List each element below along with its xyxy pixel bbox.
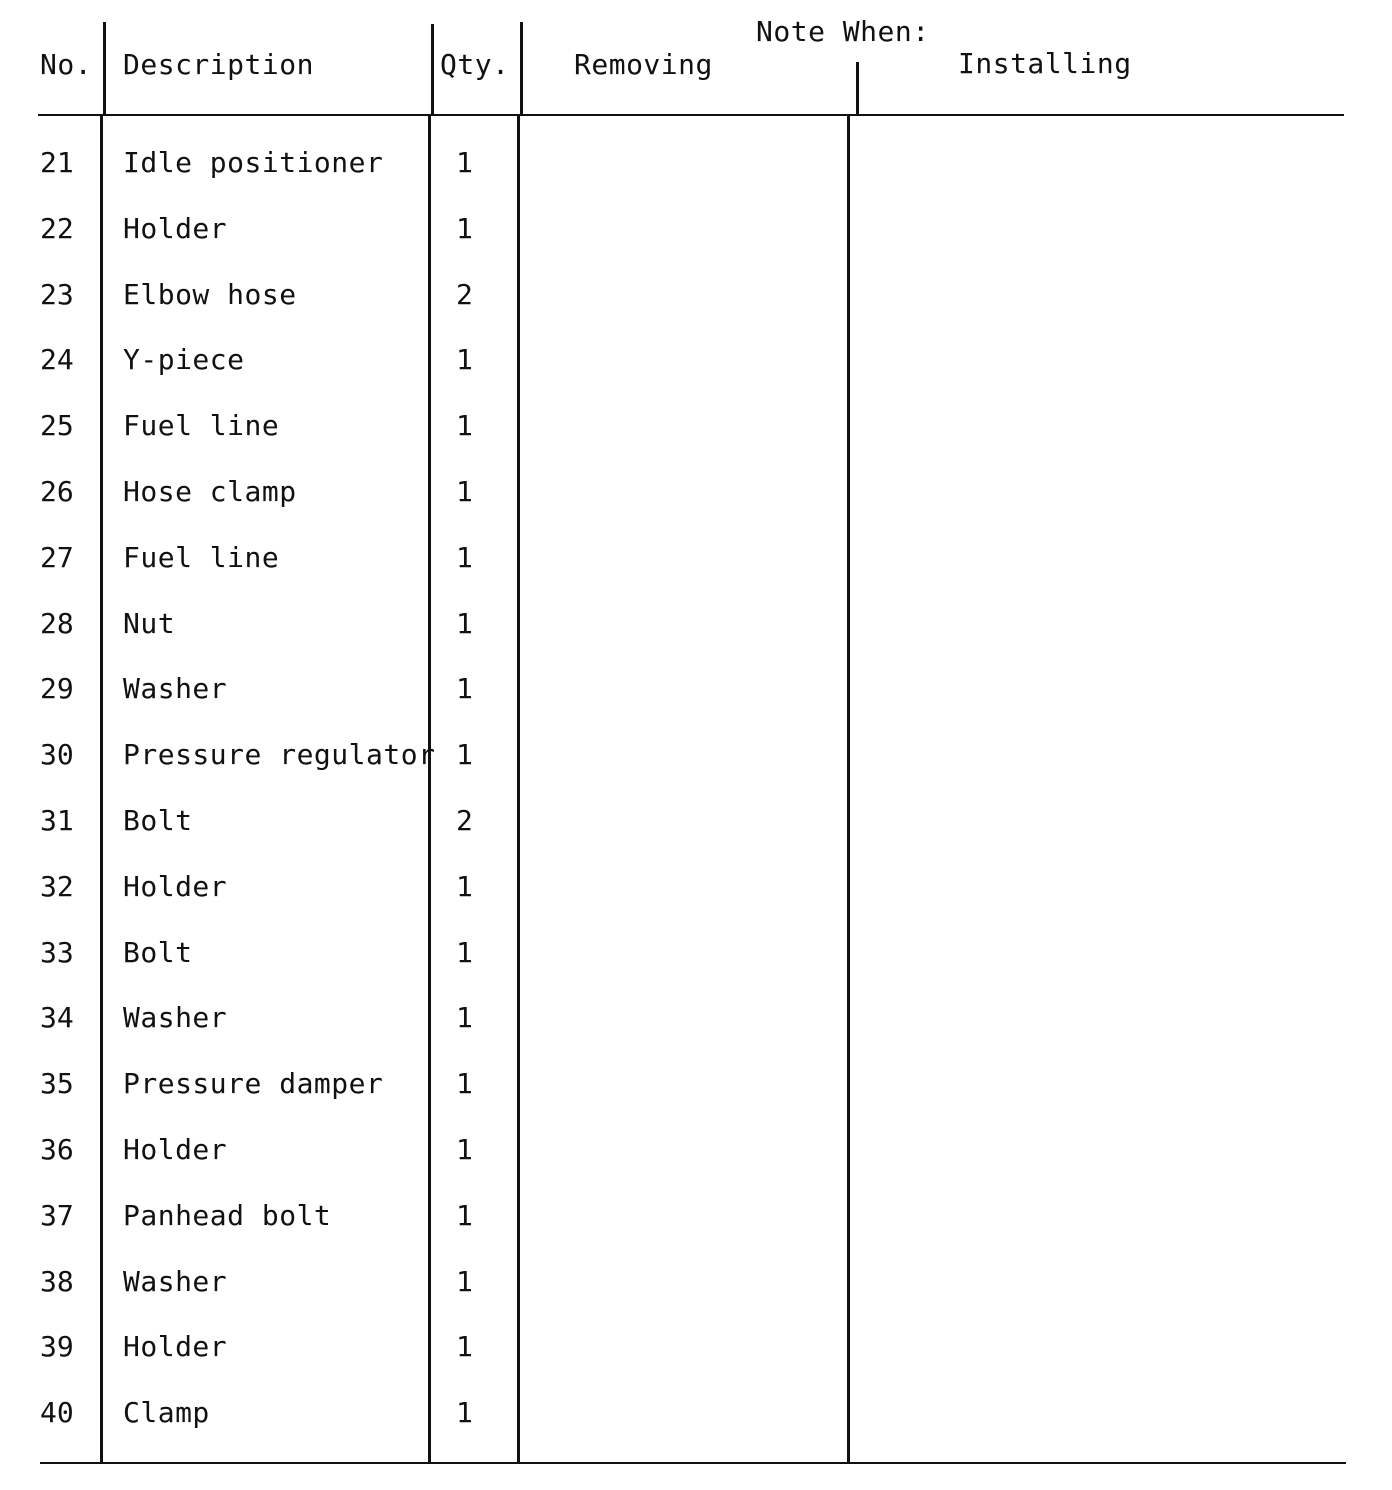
- row-quantity: 1: [456, 212, 473, 245]
- row-description: Bolt: [123, 936, 193, 969]
- row-description: Fuel line: [123, 409, 280, 442]
- row-number: 36: [40, 1133, 74, 1166]
- row-quantity: 1: [456, 409, 473, 442]
- row-number: 32: [40, 870, 74, 903]
- row-description: Bolt: [123, 804, 193, 837]
- row-description: Idle positioner: [123, 146, 384, 179]
- row-description: Holder: [123, 212, 228, 245]
- row-quantity: 1: [456, 607, 473, 640]
- row-description: Pressure regulator: [123, 738, 436, 771]
- row-description: Washer: [123, 1001, 228, 1034]
- table-row: [0, 1199, 1392, 1265]
- row-description: Clamp: [123, 1396, 210, 1429]
- row-description: Nut: [123, 607, 176, 640]
- row-description: Hose clamp: [123, 475, 297, 508]
- table-row: [0, 409, 1392, 475]
- row-quantity: 1: [456, 1330, 473, 1363]
- divider-desc-qty-top: [431, 24, 434, 115]
- header-description: Description: [123, 48, 314, 81]
- row-quantity: 1: [456, 343, 473, 376]
- table-row: [0, 212, 1392, 278]
- row-number: 31: [40, 804, 74, 837]
- row-quantity: 1: [456, 1199, 473, 1232]
- row-description: Holder: [123, 870, 228, 903]
- divider-removing-installing-top: [856, 62, 859, 115]
- row-quantity: 1: [456, 1133, 473, 1166]
- row-number: 35: [40, 1067, 74, 1100]
- row-description: Fuel line: [123, 541, 280, 574]
- table-row: [0, 146, 1392, 212]
- table-row: [0, 870, 1392, 936]
- row-quantity: 1: [456, 870, 473, 903]
- row-quantity: 2: [456, 278, 473, 311]
- row-number: 30: [40, 738, 74, 771]
- table-row: [0, 804, 1392, 870]
- row-quantity: 1: [456, 738, 473, 771]
- row-quantity: 1: [456, 936, 473, 969]
- row-number: 33: [40, 936, 74, 969]
- row-quantity: 1: [456, 672, 473, 705]
- header-qty: Qty.: [440, 48, 510, 81]
- row-description: Pressure damper: [123, 1067, 384, 1100]
- row-description: Elbow hose: [123, 278, 297, 311]
- divider-no-desc-top: [103, 22, 106, 115]
- row-quantity: 1: [456, 146, 473, 179]
- row-number: 38: [40, 1265, 74, 1298]
- table-row: [0, 1396, 1392, 1462]
- table-row: [0, 1133, 1392, 1199]
- row-description: Panhead bolt: [123, 1199, 332, 1232]
- table-row: [0, 1265, 1392, 1331]
- table-row: [0, 672, 1392, 738]
- row-quantity: 1: [456, 1265, 473, 1298]
- table-row: [0, 541, 1392, 607]
- row-description: Washer: [123, 1265, 228, 1298]
- table-row: [0, 1001, 1392, 1067]
- row-number: 39: [40, 1330, 74, 1363]
- row-number: 37: [40, 1199, 74, 1232]
- row-number: 22: [40, 212, 74, 245]
- row-number: 24: [40, 343, 74, 376]
- header-removing: Removing: [574, 48, 713, 81]
- row-quantity: 1: [456, 1067, 473, 1100]
- row-number: 25: [40, 409, 74, 442]
- row-quantity: 1: [456, 541, 473, 574]
- row-number: 40: [40, 1396, 74, 1429]
- table-row: [0, 1067, 1392, 1133]
- row-number: 34: [40, 1001, 74, 1034]
- row-quantity: 1: [456, 475, 473, 508]
- row-number: 21: [40, 146, 74, 179]
- row-quantity: 2: [456, 804, 473, 837]
- table-row: [0, 607, 1392, 673]
- footer-rule: [40, 1462, 1346, 1464]
- header-no: No.: [40, 48, 93, 81]
- row-quantity: 1: [456, 1396, 473, 1429]
- table-row: [0, 738, 1392, 804]
- row-description: Y-piece: [123, 343, 245, 376]
- table-row: [0, 278, 1392, 344]
- row-number: 26: [40, 475, 74, 508]
- header-note-when: Note When:: [756, 15, 930, 48]
- table-row: [0, 936, 1392, 1002]
- header-installing: Installing: [958, 47, 1132, 80]
- row-description: Washer: [123, 672, 228, 705]
- table-row: [0, 475, 1392, 541]
- row-number: 27: [40, 541, 74, 574]
- row-number: 23: [40, 278, 74, 311]
- header-rule: [38, 114, 1344, 116]
- divider-qty-removing-top: [520, 22, 523, 115]
- row-description: Holder: [123, 1330, 228, 1363]
- row-quantity: 1: [456, 1001, 473, 1034]
- row-number: 29: [40, 672, 74, 705]
- row-number: 28: [40, 607, 74, 640]
- table-row: [0, 343, 1392, 409]
- row-description: Holder: [123, 1133, 228, 1166]
- table-row: [0, 1330, 1392, 1396]
